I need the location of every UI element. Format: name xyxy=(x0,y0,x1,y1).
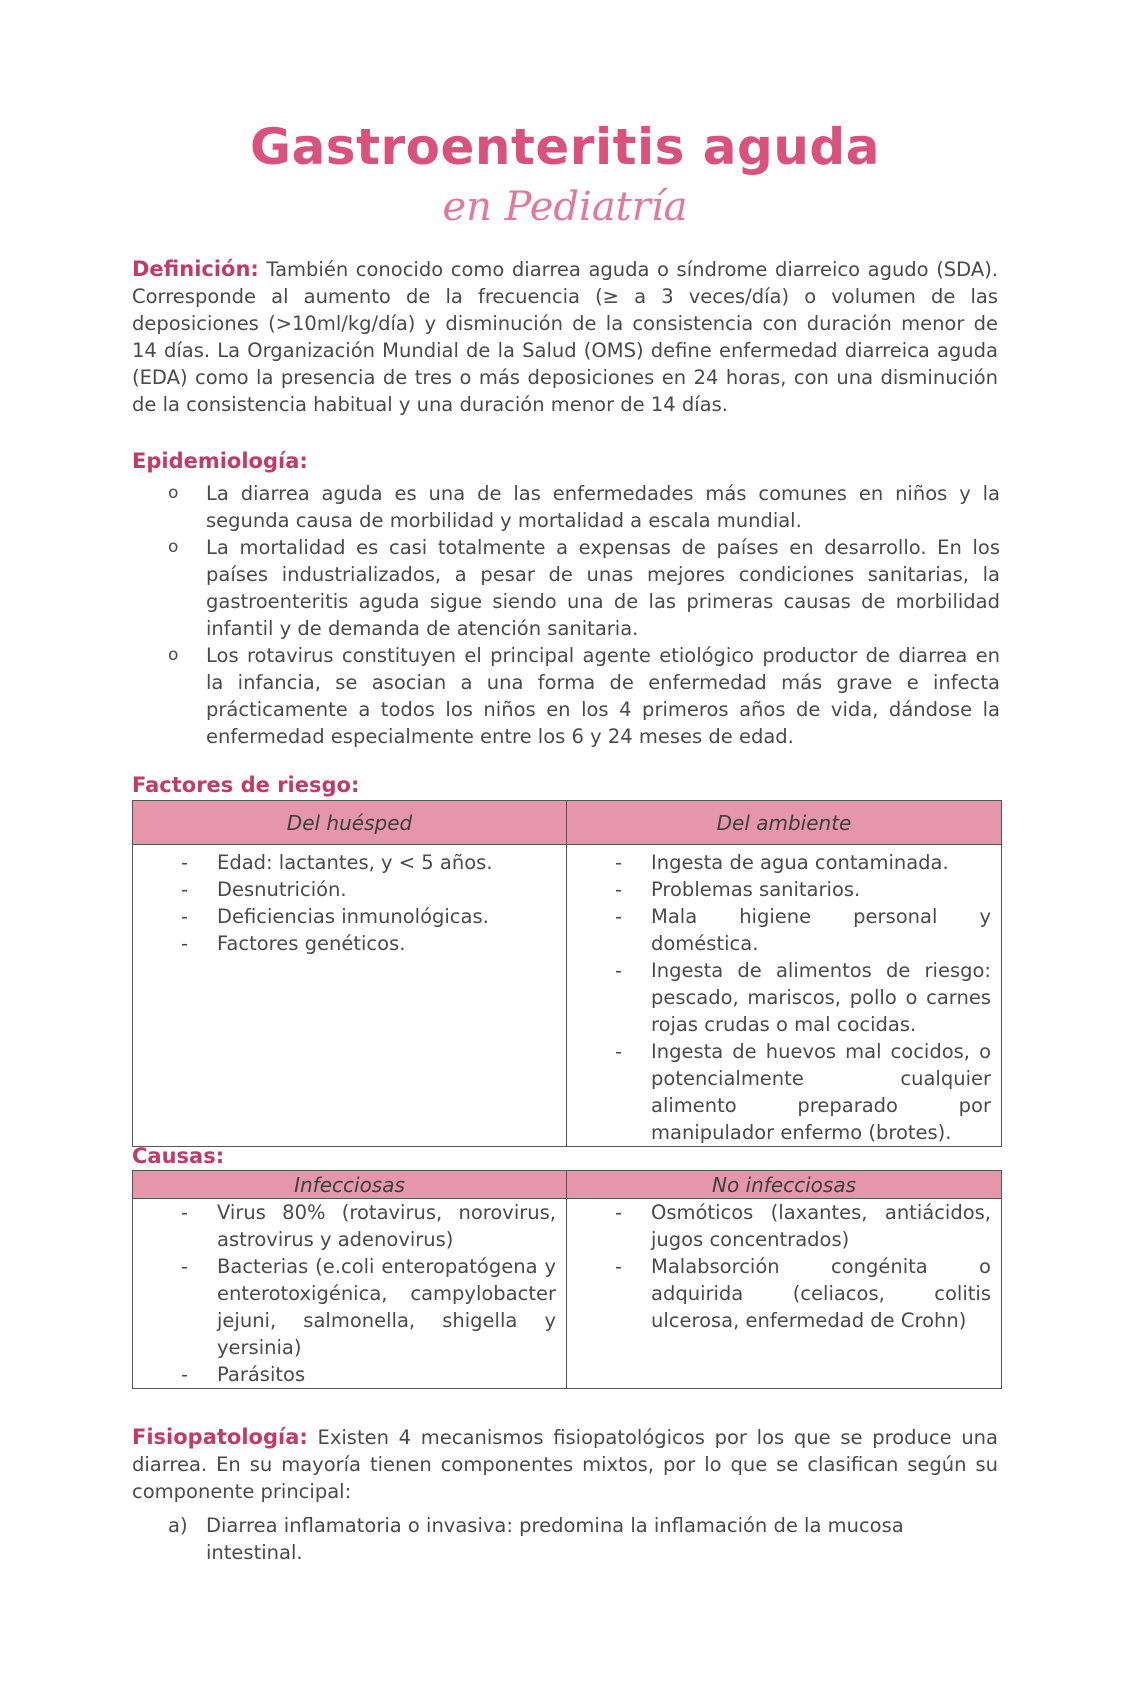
bullet-circle-icon: o xyxy=(168,645,179,665)
list-item: - Ingesta de alimentos de riesgo: pescado, mariscos, pollo o carnes rojas crudas o mal cocidas. xyxy=(615,959,991,1036)
fisiopatologia-section xyxy=(132,1424,998,1505)
factores-col2-cell xyxy=(567,845,1002,1147)
factores-col1-header: Del huésped xyxy=(133,801,567,845)
list-item: - Edad: lactantes, y < 5 años. xyxy=(181,851,493,874)
factores-table xyxy=(132,800,1002,1147)
list-item: - Malabsorción congénita o adquirida (celiacos, colitis ulcerosa, enfermedad de Crohn) xyxy=(615,1255,991,1332)
list-item: o Los rotavirus constituyen el principal agente etiológico productor de diarrea en la infancia, se asocian a una forma de enfermedad más grave e infecta prácticamente a todos los niños en los 4 primeros años de vida, dándose la enfermedad especialmente entre los 6 y 24 meses de edad. xyxy=(168,644,1000,748)
list-item: - Bacterias (e.coli enteropatógena y enterotoxigénica, campylobacter jejuni, salmonella, shigella y yersinia) xyxy=(181,1255,556,1359)
list-item: - Factores genéticos. xyxy=(181,932,406,955)
list-item: - Mala higiene personal y doméstica. xyxy=(615,905,991,955)
list-marker: a) xyxy=(168,1514,188,1537)
bullet-circle-icon: o xyxy=(168,537,179,557)
fisiopatologia-text: Existen 4 mecanismos fisiopatológicos por los que se produce una diarrea. En su mayoría tienen componentes mixtos, por lo que se clasifican según su componente principal: xyxy=(132,1426,998,1503)
document-subtitle: en Pediatría xyxy=(442,184,688,230)
causas-col2-cell xyxy=(567,1199,1002,1389)
causas-section xyxy=(132,1143,998,1170)
causas-heading: Causas: xyxy=(132,1144,225,1168)
list-item: - Ingesta de agua contaminada. xyxy=(615,851,949,874)
list-item: - Osmóticos (laxantes, antiácidos, jugos concentrados) xyxy=(615,1201,991,1251)
definicion-heading: Definición: xyxy=(132,257,259,281)
factores-col2-header: Del ambiente xyxy=(567,801,1002,845)
epidemiologia-heading: Epidemiología: xyxy=(132,449,308,473)
list-item: - Ingesta de huevos mal cocidos, o potencialmente cualquier alimento preparado por manipulador enfermo (brotes). xyxy=(615,1040,991,1144)
definicion-text: También conocido como diarrea aguda o síndrome diarreico agudo (SDA). Corresponde al aumento de la frecuencia (≥ a 3 veces/día) o volumen de las deposiciones (>10ml/kg/día) y disminución de la consistencia con duración menor de 14 días. La Organización Mundial de la Salud (OMS) define enfermedad diarreica aguda (EDA) como la presencia de tres o más deposiciones en 24 horas, con una disminución de la consistencia habitual y una duración menor de 14 días. xyxy=(132,258,998,416)
epidemiologia-section xyxy=(132,448,998,475)
fisiopatologia-heading: Fisiopatología: xyxy=(132,1425,308,1449)
list-item: - Virus 80% (rotavirus, norovirus, astrovirus y adenovirus) xyxy=(181,1201,556,1251)
factores-heading: Factores de riesgo: xyxy=(132,773,360,797)
list-item: - Parásitos xyxy=(181,1363,306,1386)
epidemiologia-list xyxy=(132,480,1000,750)
list-item: - Deficiencias inmunológicas. xyxy=(181,905,489,928)
definicion-section xyxy=(132,256,998,418)
list-item: o La mortalidad es casi totalmente a expensas de países en desarrollo. En los países industrializados, a pesar de unas mejores condiciones sanitarias, la gastroenteritis aguda sigue siendo una de las primeras causas de morbilidad infantil y de demanda de atención sanitaria. xyxy=(168,536,1000,640)
fisiopatologia-list xyxy=(132,1512,1000,1566)
causas-col2-header: No infecciosas xyxy=(567,1171,1002,1199)
causas-col1-cell xyxy=(133,1199,567,1389)
document-title: Gastroenteritis aguda xyxy=(250,118,880,176)
list-item: Diarrea inflamatoria o invasiva: predomina la inflamación de la mucosa intestinal. xyxy=(206,1514,904,1564)
causas-table xyxy=(132,1170,1002,1389)
bullet-circle-icon: o xyxy=(168,483,179,503)
list-item: o La diarrea aguda es una de las enfermedades más comunes en niños y la segunda causa de morbilidad y mortalidad a escala mundial. xyxy=(168,482,1000,532)
list-item: - Desnutrición. xyxy=(181,878,347,901)
factores-section xyxy=(132,772,998,799)
factores-col1-cell xyxy=(133,845,567,1147)
list-item: - Problemas sanitarios. xyxy=(615,878,861,901)
causas-col1-header: Infecciosas xyxy=(133,1171,567,1199)
